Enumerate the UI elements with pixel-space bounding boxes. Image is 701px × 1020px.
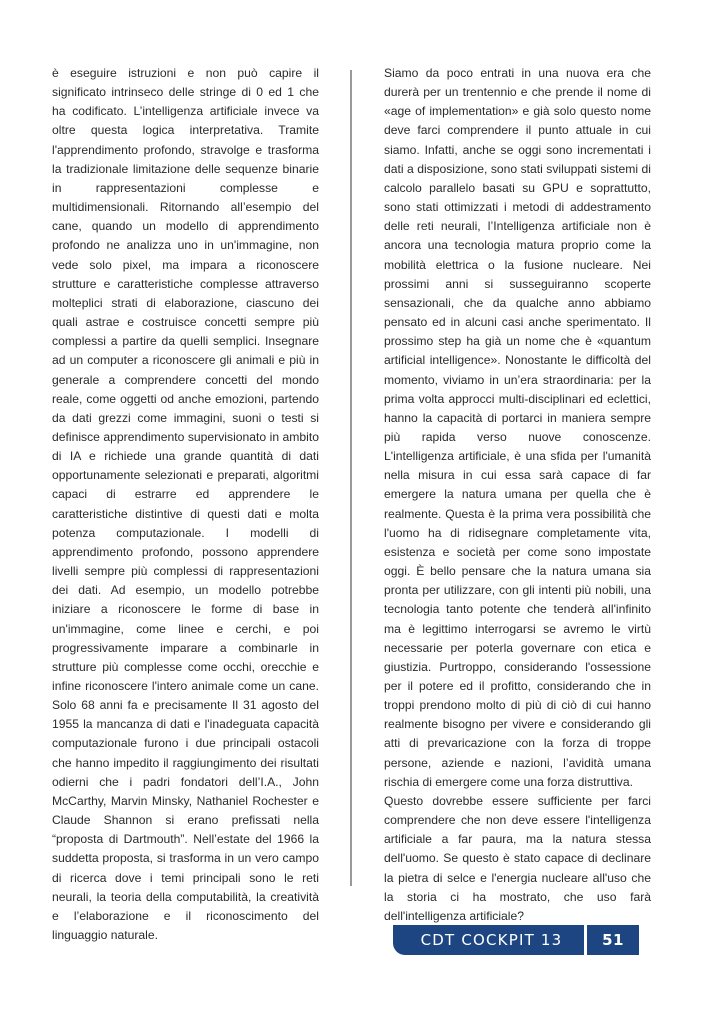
- right-column-paragraph-1: Siamo da poco entrati in una nuova era che durerà per un trentennio e che prende il nome di «age of implementation» e già solo questo nome deve farci comprendere il punto attuale in cui siamo. Infatti, anche se oggi sono incrementati i dati a disposizione, sono stati sviluppati sistemi di calcolo parallelo basati su GPU e soprattutto, sono stati ottimizzati i metodi di addestramento delle reti neurali, l’Intelligenza artificiale non è ancora una tecnologia matura proprio come la mobilità elettrica o la fusione nucleare. Nei prossimi anni si susseguiranno scoperte sensazionali, che da qualche anno abbiamo pensato ed in alcuni casi anche sperimentato. Il prossimo step ha già un nome che è «quantum artificial intelligence». Nonostante le difficoltà del momento, viviamo in un’era straordinaria: per la prima volta approcci multi-disciplinari ed eclettici, hanno la capacità di portarci in maniera sempre più rapida verso nuove conoscenze. L'intelligenza artificiale, è una sfida per l'umanità nella misura in cui essa sarà capace di far emergere la natura umana per quella che è realmente. Questa è la prima vera possibilità che l'uomo ha di ridisegnare completamente vita, esistenza e società per come sono impostate oggi. È bello pensare che la natura umana sia pronta per utilizzare, con gli intenti più nobili, una tecnologia tanto potente che tenderà all'infinito ma è legittimo interrogarsi se avremo le virtù necessarie per poterla governare con etica e giustizia. Purtroppo, considerando l'ossessione per il potere ed il profitto, considerando che in troppi prendono molto di più di ciò di cui hanno realmente bisogno per vivere e considerando gli atti di prevaricazione con la forza di troppe persone, aziende e nazioni, l’avidità umana rischia di emergere come una forza distruttiva.: [384, 66, 651, 789]
- left-column: [52, 64, 319, 945]
- page-number: 51: [587, 925, 639, 955]
- column-divider: [350, 70, 352, 886]
- page-footer: [393, 925, 639, 955]
- right-column-paragraph-2: Questo dovrebbe essere sufficiente per farci comprendere che non deve essere l'intelligenza artificiale a far paura, ma la natura stessa dell'uomo. Se questo è stato capace di declinare la pietra di selce e l'energia nucleare all'uso che la storia ci ha mostrato, che uso farà dell'intelligenza artificiale?: [384, 793, 651, 923]
- left-column-paragraph: è eseguire istruzioni e non può capire il significato intrinseco delle stringe di 0 ed 1 che ha codificato. L’intelligenza artificiale invece va oltre questa logica interpretativa. Tramite l'apprendimento profondo, stravolge e trasforma la tradizionale limitazione delle sequenze binarie in rappresentazioni complesse e multidimensionali. Ritornando all’esempio del cane, quando un modello di apprendimento profondo ne analizza uno in un'immagine, non vede solo pixel, ma impara a riconoscere strutture e caratteristiche complesse attraverso molteplici strati di elaborazione, ciascuno dei quali astrae e costruisce concetti sempre più complessi a partire da quelli semplici. Insegnare ad un computer a riconoscere gli animali e più in generale a comprendere concetti del mondo reale, come oggetti od anche emozioni, partendo da dati grezzi come immagini, suoni o testi si definisce apprendimento supervisionato in ambito di IA e richiede una grande quantità di dati opportunamente selezionati e preparati, algoritmi capaci di estrarre ed apprendere le caratteristiche distintive di questi dati e molta potenza computazionale. I modelli di apprendimento profondo, possono apprendere livelli sempre più complessi di rappresentazioni dei dati. Ad esempio, un modello potrebbe iniziare a riconoscere le forme di base in un'immagine, come linee e cerchi, e poi progressivamente imparare a combinarle in strutture più complesse come occhi, orecchie e infine riconoscere l'intero animale come un cane. Solo 68 anni fa e precisamente Il 31 agosto del 1955 la mancanza di dati e l'inadeguata capacità computazionale furono i due principali ostacoli che hanno impedito il raggiungimento dei risultati odierni che i padri fondatori dell’I.A., John McCarthy, Marvin Minsky, Nathaniel Rochester e Claude Shannon si erano prefissati nella “proposta di Dartmouth”. Nell’estate del 1966 la suddetta proposta, si trasforma in un vero campo di ricerca dove i temi principali sono le reti neurali, la teoria della computabilità, la creatività e l’elaborazione e il riconoscimento del linguaggio naturale.: [52, 66, 319, 943]
- publication-title: CDT COCKPIT 13: [393, 925, 584, 955]
- right-column: [384, 64, 651, 926]
